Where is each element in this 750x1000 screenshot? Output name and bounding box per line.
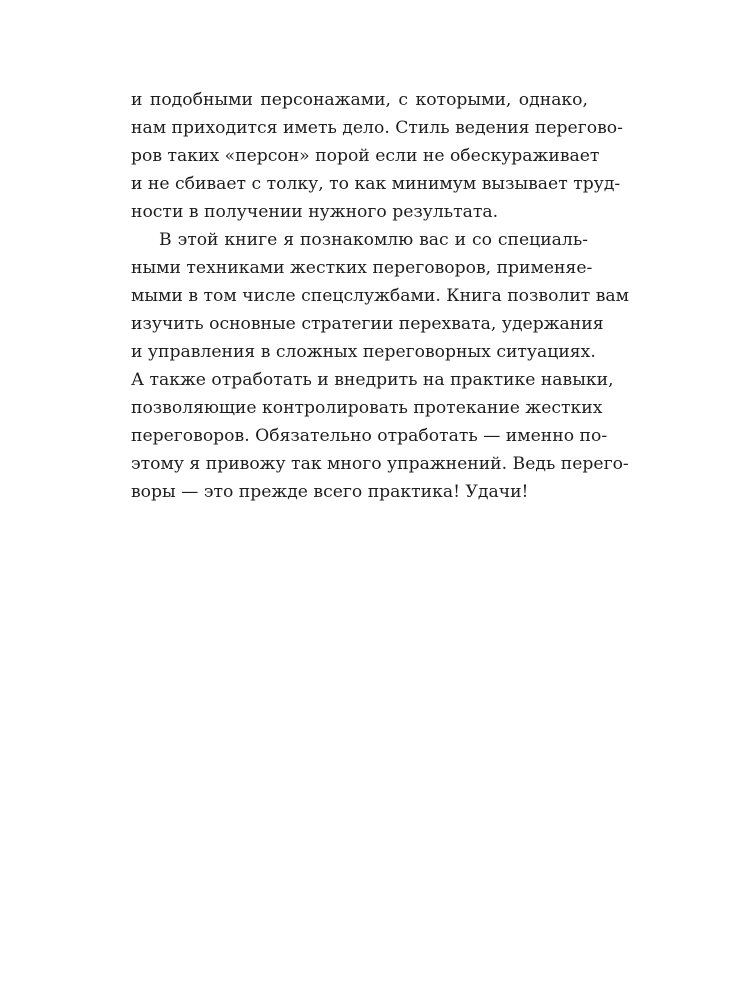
text-line: и управления в сложных переговорных ситуациях.	[131, 342, 596, 362]
text-line: и подобными персонажами, с которыми, однако,	[131, 90, 588, 110]
text-line: ров таких «персон» порой если не обескураживает	[131, 146, 600, 166]
text-line: А также отработать и внедрить на практике навыки,	[131, 370, 614, 390]
text-line: и не сбивает с толку, то как минимум вызывает труд-	[131, 174, 621, 194]
paragraph-2	[131, 226, 630, 506]
text-line: нам приходится иметь дело. Стиль ведения перегово-	[131, 118, 623, 138]
text-line: воры — это прежде всего практика! Удачи!	[131, 482, 529, 502]
text-line: мыми в том числе спецслужбами. Книга позволит вам	[131, 286, 630, 306]
text-line: этому я привожу так много упражнений. Ведь перего-	[131, 454, 629, 474]
text-line: ными техниками жестких переговоров, применяе-	[131, 258, 593, 278]
text-line: изучить основные стратегии перехвата, удержания	[131, 314, 604, 334]
text-line: ности в получении нужного результата.	[131, 202, 499, 222]
paragraph-1	[131, 86, 623, 226]
text-line: позволяющие контролировать протекание жестких	[131, 398, 603, 418]
text-line: В этой книге я познакомлю вас и со специаль-	[159, 230, 588, 250]
body-text	[131, 86, 630, 506]
text-line: переговоров. Обязательно отработать — именно по-	[131, 426, 608, 446]
